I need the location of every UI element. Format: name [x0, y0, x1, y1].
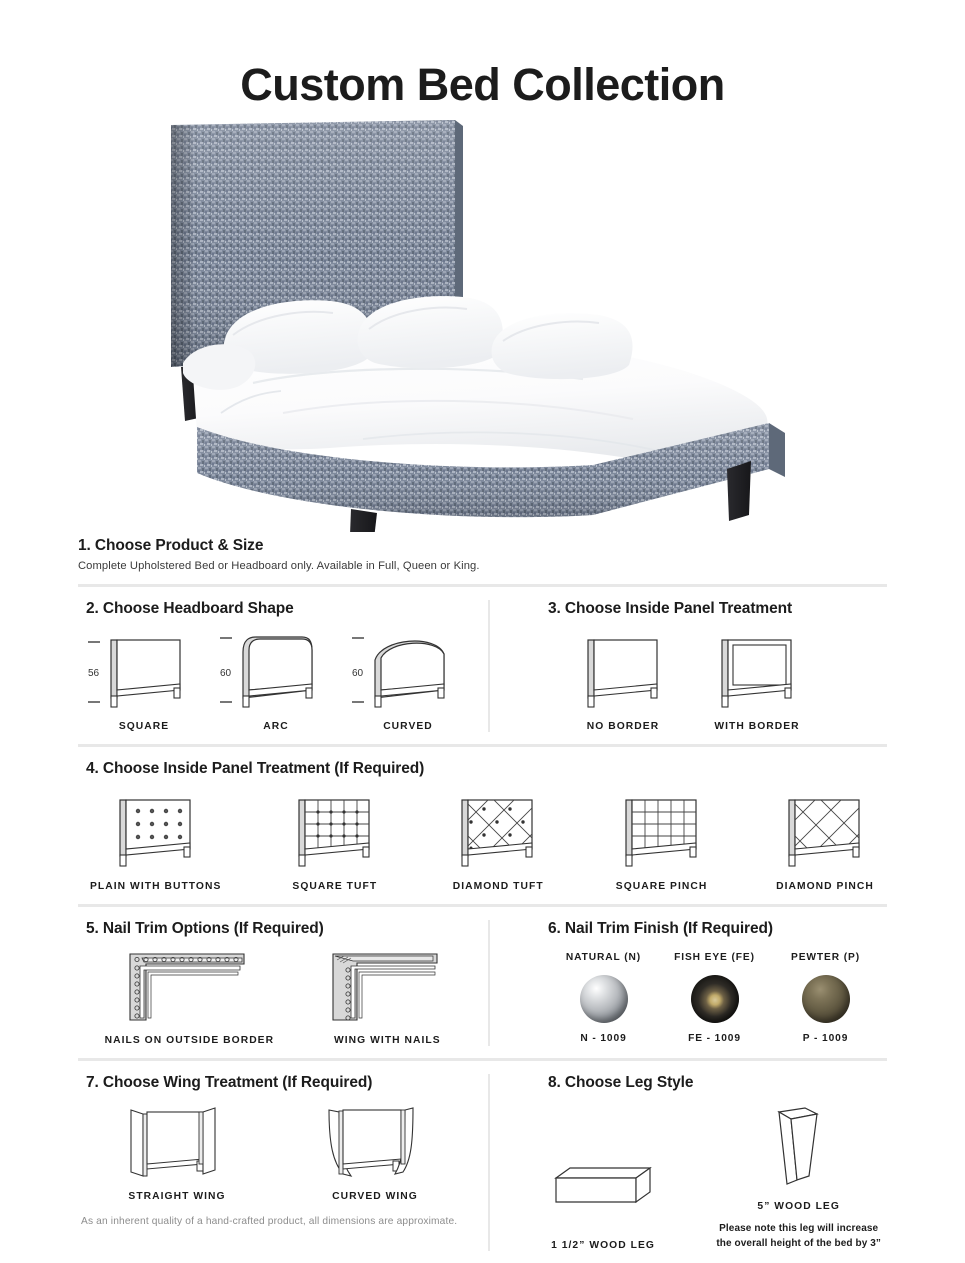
option-diamond-pinch[interactable] — [775, 792, 875, 892]
finish-fish-eye[interactable] — [659, 952, 770, 1044]
option-label: SQUARE PINCH — [615, 881, 708, 892]
option-label: WITH BORDER — [714, 721, 800, 732]
option-label: SQUARE — [118, 721, 170, 732]
option-label: ARC — [263, 721, 289, 732]
option-label: SQUARE TUFT — [292, 881, 378, 892]
section-panel-treatment-optional — [78, 747, 887, 904]
section-nail-trim-options — [78, 920, 488, 1046]
option-label: DIAMOND PINCH — [776, 881, 874, 892]
page-title: Custom Bed Collection — [240, 59, 725, 110]
finish-natural[interactable] — [548, 952, 659, 1044]
dimensions-footnote: As an inherent quality of a hand-crafted product, all dimensions are approximate. — [81, 1216, 458, 1227]
nail-head-swatch-pewter — [802, 975, 850, 1023]
option-wood-leg-tall[interactable] — [716, 1104, 881, 1251]
finish-name: FISH EYE (FE) — [674, 952, 755, 963]
option-label: PLAIN WITH BUTTONS — [90, 881, 222, 892]
section-leg-style — [488, 1074, 887, 1251]
section-4-heading: 4. Choose Inside Panel Treatment (If Required) — [86, 760, 425, 777]
section-5-heading: 5. Nail Trim Options (If Required) — [86, 920, 324, 937]
bed-illustration — [163, 117, 803, 532]
option-wood-leg-short[interactable] — [548, 1143, 658, 1251]
hero-bed-image — [0, 117, 965, 537]
finish-code: N - 1009 — [580, 1033, 627, 1044]
finish-pewter[interactable] — [770, 952, 881, 1044]
section-headboard-shape — [78, 600, 488, 732]
option-diamond-tuft[interactable] — [448, 792, 548, 892]
section-inside-panel-treatment — [488, 600, 887, 732]
option-curved-wing[interactable] — [315, 1104, 435, 1202]
option-label: DIAMOND TUFT — [452, 881, 544, 892]
option-wing-with-nails[interactable] — [327, 950, 447, 1046]
dimension-56: 56 — [88, 668, 100, 679]
dimension-60: 60 — [352, 668, 364, 679]
section-1-subtext: Complete Upholstered Bed or Headboard only. Available in Full, Queen or King. — [78, 560, 480, 572]
option-with-border[interactable] — [712, 630, 802, 732]
finish-name: NATURAL (N) — [565, 952, 642, 963]
option-square-tuft[interactable] — [285, 792, 385, 892]
option-curved[interactable] — [348, 630, 468, 732]
nail-head-swatch-natural — [580, 975, 628, 1023]
option-square-pinch[interactable] — [612, 792, 712, 892]
option-label: NO BORDER — [586, 721, 660, 732]
section-2-heading: 2. Choose Headboard Shape — [86, 600, 294, 617]
leg-note-line-2: the overall height of the bed by 3” — [716, 1237, 881, 1249]
nail-head-swatch-fish-eye — [691, 975, 739, 1023]
section-1-heading: 1. Choose Product & Size — [78, 537, 264, 554]
option-nails-on-outside-border[interactable] — [105, 950, 274, 1046]
option-label: NAILS ON OUTSIDE BORDER — [104, 1035, 275, 1046]
sections-5-6-row — [78, 907, 887, 1058]
option-no-border[interactable] — [578, 630, 668, 732]
finish-name: PEWTER (P) — [791, 952, 860, 963]
section-7-heading: 7. Choose Wing Treatment (If Required) — [86, 1074, 373, 1091]
sections-2-3-row — [78, 587, 887, 744]
section-wing-treatment — [78, 1074, 488, 1251]
leg-height-note — [716, 1222, 881, 1251]
option-label: CURVED WING — [332, 1191, 418, 1202]
option-label: 1 1/2” WOOD LEG — [551, 1240, 655, 1251]
section-8-heading: 8. Choose Leg Style — [548, 1074, 694, 1091]
sections-7-8-row — [78, 1061, 887, 1263]
section-product-size — [78, 537, 887, 584]
leg-note-line-1: Please note this leg will increase — [719, 1223, 879, 1234]
section-6-heading: 6. Nail Trim Finish (If Required) — [548, 920, 773, 937]
option-plain-with-buttons[interactable] — [90, 792, 221, 892]
option-label: CURVED — [383, 721, 433, 732]
option-label: STRAIGHT WING — [128, 1191, 226, 1202]
option-label: WING WITH NAILS — [334, 1035, 441, 1046]
dimension-60: 60 — [220, 668, 232, 679]
option-label: 5” WOOD LEG — [757, 1201, 840, 1212]
finish-code: P - 1009 — [802, 1033, 849, 1044]
option-arc[interactable] — [216, 630, 336, 732]
section-3-heading: 3. Choose Inside Panel Treatment — [548, 600, 793, 617]
finish-code: FE - 1009 — [688, 1033, 741, 1044]
option-straight-wing[interactable] — [117, 1104, 237, 1202]
option-square[interactable] — [84, 630, 204, 732]
section-nail-trim-finish — [488, 920, 887, 1046]
